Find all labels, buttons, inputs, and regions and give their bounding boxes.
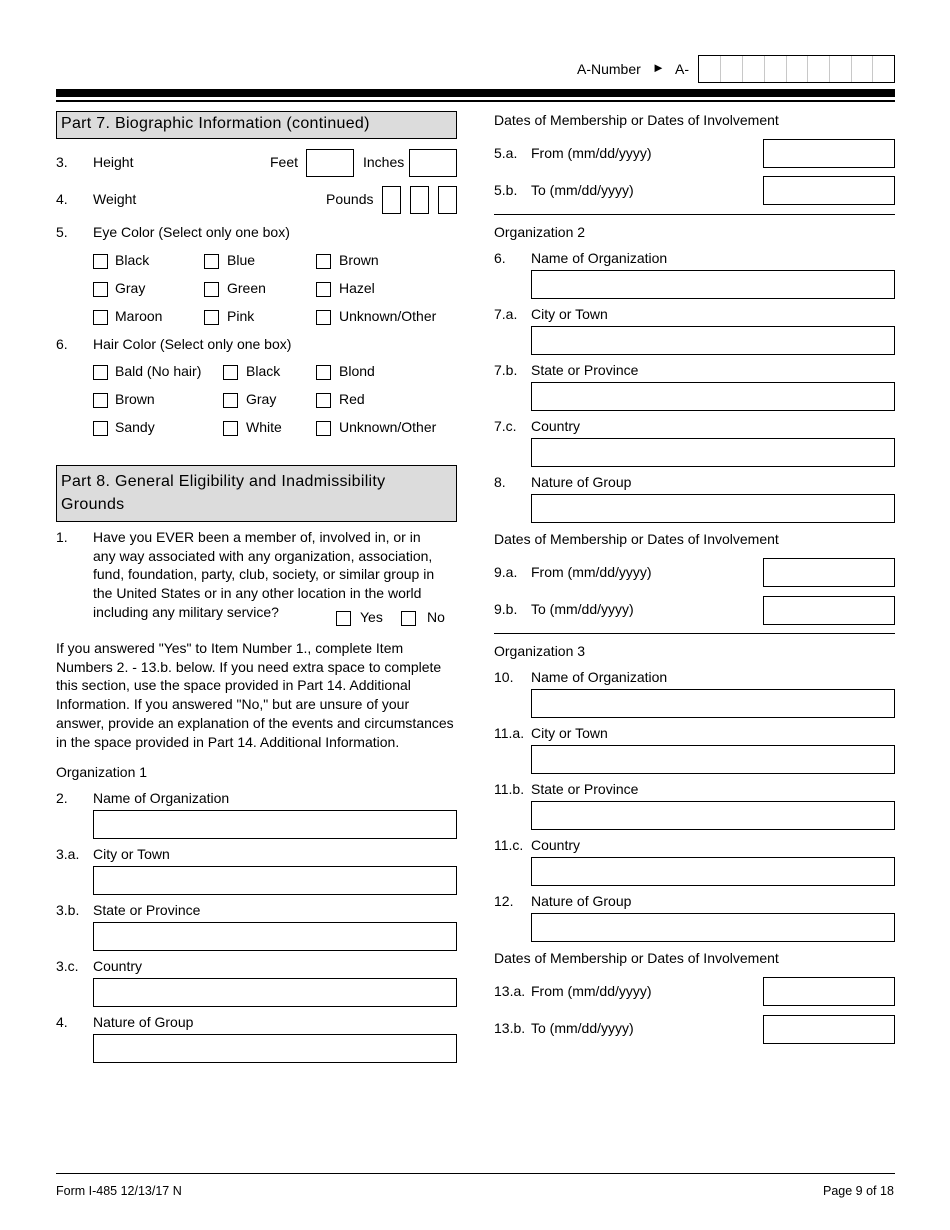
org2-nature-input[interactable] — [531, 494, 895, 523]
eye-unknown-checkbox[interactable] — [316, 310, 331, 325]
org3-state-label: State or Province — [531, 781, 639, 797]
org2-name-input[interactable] — [531, 270, 895, 299]
org3-nature-input[interactable] — [531, 913, 895, 942]
org3-country-label: Country — [531, 837, 581, 853]
org3-country-number: 11.c. — [494, 837, 524, 853]
org3-name-input[interactable] — [531, 689, 895, 718]
p8-instructions-line: If you answered "Yes" to Item Number 1., complete Item — [56, 640, 404, 656]
dates1-from-label: From (mm/dd/yyyy) — [531, 145, 652, 161]
p8-instructions-line: in the space provided in Part 14. Additional Information. — [56, 733, 400, 750]
org1-state-label: State or Province — [93, 902, 201, 918]
hair-blond-checkbox[interactable] — [316, 365, 331, 380]
eye-green-label: Green — [227, 280, 266, 296]
dates3-to-input[interactable] — [763, 1015, 895, 1044]
p8-q1-no-checkbox[interactable] — [401, 611, 416, 626]
org1-country-input[interactable] — [93, 978, 457, 1007]
dates2-from-number: 9.a. — [494, 564, 518, 580]
part8-header — [56, 465, 457, 522]
eye-hazel-checkbox[interactable] — [316, 282, 331, 297]
weight-label: Weight — [93, 191, 137, 207]
q5-number: 5. — [56, 224, 68, 240]
hair-brown-checkbox[interactable] — [93, 393, 108, 408]
hair-black-checkbox[interactable] — [223, 365, 238, 380]
org3-state-number: 11.b. — [494, 781, 525, 797]
hair-brown-label: Brown — [115, 391, 155, 407]
dates2-from-label: From (mm/dd/yyyy) — [531, 564, 652, 580]
org3-city-label: City or Town — [531, 725, 608, 741]
weight-digit-2-input[interactable] — [410, 186, 429, 214]
org3-country-input[interactable] — [531, 857, 895, 886]
org2-name-number: 6. — [494, 250, 506, 266]
org2-heading: Organization 2 — [494, 224, 586, 240]
org1-name-label: Name of Organization — [93, 790, 230, 806]
org1-country-label: Country — [93, 958, 143, 974]
org1-state-number: 3.b. — [56, 902, 80, 918]
hair-unknown-label: Unknown/Other — [339, 419, 437, 435]
hair-color-label: Hair Color (Select only one box) — [93, 336, 292, 352]
p8-q1-line: Have you EVER been a member of, involved in, or in — [93, 529, 421, 545]
hair-bald-label: Bald (No hair) — [115, 363, 202, 379]
org2-city-input[interactable] — [531, 326, 895, 355]
org3-nature-label: Nature of Group — [531, 893, 632, 909]
p8-instructions-line: this section, use the space provided in Part 14. Additional — [56, 677, 411, 694]
hair-bald-checkbox[interactable] — [93, 365, 108, 380]
p8-instructions-line: Numbers 2. - 13.b. below. If you need extra space to complete — [56, 658, 442, 675]
org3-city-input[interactable] — [531, 745, 895, 774]
hair-sandy-checkbox[interactable] — [93, 421, 108, 436]
org2-country-number: 7.c. — [494, 418, 517, 434]
hair-white-label: White — [246, 419, 282, 435]
org1-city-number: 3.a. — [56, 846, 80, 862]
dates2-from-input[interactable] — [763, 558, 895, 587]
dates3-to-label: To (mm/dd/yyyy) — [531, 1020, 634, 1036]
eye-pink-checkbox[interactable] — [204, 310, 219, 325]
dates3-from-input[interactable] — [763, 977, 895, 1006]
header-thin-rule — [56, 100, 895, 102]
eye-maroon-checkbox[interactable] — [93, 310, 108, 325]
inches-label: Inches — [363, 154, 405, 170]
dates3-to-number: 13.b. — [494, 1020, 526, 1036]
footer-rule — [56, 1173, 895, 1174]
dates3-heading: Dates of Membership or Dates of Involvement — [494, 950, 779, 966]
org3-nature-number: 12. — [494, 893, 514, 909]
weight-digit-3-input[interactable] — [438, 186, 457, 214]
org3-city-number: 11.a. — [494, 725, 525, 741]
eye-pink-label: Pink — [227, 308, 255, 324]
weight-digit-1-input[interactable] — [382, 186, 401, 214]
hair-gray-label: Gray — [246, 391, 277, 407]
hair-blond-label: Blond — [339, 363, 375, 379]
divider — [494, 214, 895, 215]
org1-nature-input[interactable] — [93, 1034, 457, 1063]
eye-brown-checkbox[interactable] — [316, 254, 331, 269]
org2-country-input[interactable] — [531, 438, 895, 467]
dates2-to-number: 9.b. — [494, 601, 518, 617]
hair-sandy-label: Sandy — [115, 419, 155, 435]
p8-q1-yes-label: Yes — [360, 609, 383, 625]
p8-q1-line: the United States or in any other location in the world — [93, 585, 422, 602]
p8-q1-question — [93, 528, 459, 622]
p8-q1-line: fund, foundation, party, club, society, or similar group in — [93, 566, 435, 583]
p8-instructions-line: answer, provide an explanation of the events and circumstances — [56, 714, 454, 731]
divider — [494, 633, 895, 634]
dates2-heading: Dates of Membership or Dates of Involvement — [494, 531, 779, 547]
header-thick-rule — [56, 89, 895, 97]
hair-black-label: Black — [246, 363, 281, 379]
org2-nature-number: 8. — [494, 474, 506, 490]
eye-blue-label: Blue — [227, 252, 256, 268]
dates1-to-label: To (mm/dd/yyyy) — [531, 182, 634, 198]
dates1-from-input[interactable] — [763, 139, 895, 168]
feet-label: Feet — [270, 154, 299, 170]
eye-color-label: Eye Color (Select only one box) — [93, 224, 290, 240]
org1-city-label: City or Town — [93, 846, 170, 862]
dates1-from-number: 5.a. — [494, 145, 518, 161]
part7-header: Part 7. Biographic Information (continued) — [56, 111, 457, 139]
org3-name-label: Name of Organization — [531, 669, 668, 685]
org2-state-input[interactable] — [531, 382, 895, 411]
dates1-heading: Dates of Membership or Dates of Involvement — [494, 112, 779, 128]
footer-page-number: Page 9 of 18 — [823, 1184, 894, 1198]
a-number-prefix: A- — [675, 61, 689, 77]
eye-gray-checkbox[interactable] — [93, 282, 108, 297]
a-number-input[interactable] — [698, 55, 895, 83]
q6-number: 6. — [56, 336, 68, 352]
part8-header-line1: Part 8. General Eligibility and Inadmissibility — [61, 473, 386, 490]
height-label: Height — [93, 154, 134, 170]
p8-q1-number: 1. — [56, 529, 68, 545]
org2-city-number: 7.a. — [494, 306, 518, 322]
p8-q1-line: any way associated with any organization, association, — [93, 547, 433, 564]
p8-q1-yes-checkbox[interactable] — [336, 611, 351, 626]
org2-city-label: City or Town — [531, 306, 608, 322]
org3-name-number: 10. — [494, 669, 514, 685]
hair-white-checkbox[interactable] — [223, 421, 238, 436]
hair-unknown-checkbox[interactable] — [316, 421, 331, 436]
part8-header-line2: Grounds — [61, 496, 125, 513]
a-number-label: A-Number — [577, 61, 641, 77]
eye-maroon-label: Maroon — [115, 308, 163, 324]
dates1-to-number: 5.b. — [494, 182, 518, 198]
org1-name-number: 2. — [56, 790, 68, 806]
org1-nature-label: Nature of Group — [93, 1014, 194, 1030]
q4-number: 4. — [56, 191, 68, 207]
org1-name-input[interactable] — [93, 810, 457, 839]
org2-nature-label: Nature of Group — [531, 474, 632, 490]
height-feet-input[interactable] — [306, 149, 354, 177]
org2-country-label: Country — [531, 418, 581, 434]
eye-hazel-label: Hazel — [339, 280, 375, 296]
org2-name-label: Name of Organization — [531, 250, 668, 266]
org2-state-number: 7.b. — [494, 362, 518, 378]
dates1-to-input[interactable] — [763, 176, 895, 205]
org1-nature-number: 4. — [56, 1014, 68, 1030]
org3-heading: Organization 3 — [494, 643, 586, 659]
eye-black-checkbox[interactable] — [93, 254, 108, 269]
dates3-from-label: From (mm/dd/yyyy) — [531, 983, 652, 999]
dates2-to-input[interactable] — [763, 596, 895, 625]
arrow-icon: ► — [652, 60, 665, 75]
eye-green-checkbox[interactable] — [204, 282, 219, 297]
a-number-digit-dividers — [699, 56, 894, 82]
footer-form-id: Form I-485 12/13/17 N — [56, 1184, 182, 1198]
eye-blue-checkbox[interactable] — [204, 254, 219, 269]
dates3-from-number: 13.a. — [494, 983, 526, 999]
eye-gray-label: Gray — [115, 280, 146, 296]
p8-q1-no-label: No — [427, 609, 445, 625]
org3-state-input[interactable] — [531, 801, 895, 830]
q3-number: 3. — [56, 154, 68, 170]
p8-instructions-line: Information. If you answered "No," but are unsure of your — [56, 696, 410, 713]
org1-city-input[interactable] — [93, 866, 457, 895]
height-inches-input[interactable] — [409, 149, 457, 177]
hair-red-label: Red — [339, 391, 365, 407]
p8-q1-line: including any military service? — [93, 603, 279, 620]
eye-brown-label: Brown — [339, 252, 379, 268]
hair-gray-checkbox[interactable] — [223, 393, 238, 408]
eye-black-label: Black — [115, 252, 150, 268]
dates2-to-label: To (mm/dd/yyyy) — [531, 601, 634, 617]
p8-instructions — [56, 639, 458, 751]
org1-state-input[interactable] — [93, 922, 457, 951]
pounds-label: Pounds — [326, 191, 374, 207]
hair-red-checkbox[interactable] — [316, 393, 331, 408]
org1-country-number: 3.c. — [56, 958, 79, 974]
org1-heading: Organization 1 — [56, 764, 148, 780]
org2-state-label: State or Province — [531, 362, 639, 378]
eye-unknown-label: Unknown/Other — [339, 308, 437, 324]
